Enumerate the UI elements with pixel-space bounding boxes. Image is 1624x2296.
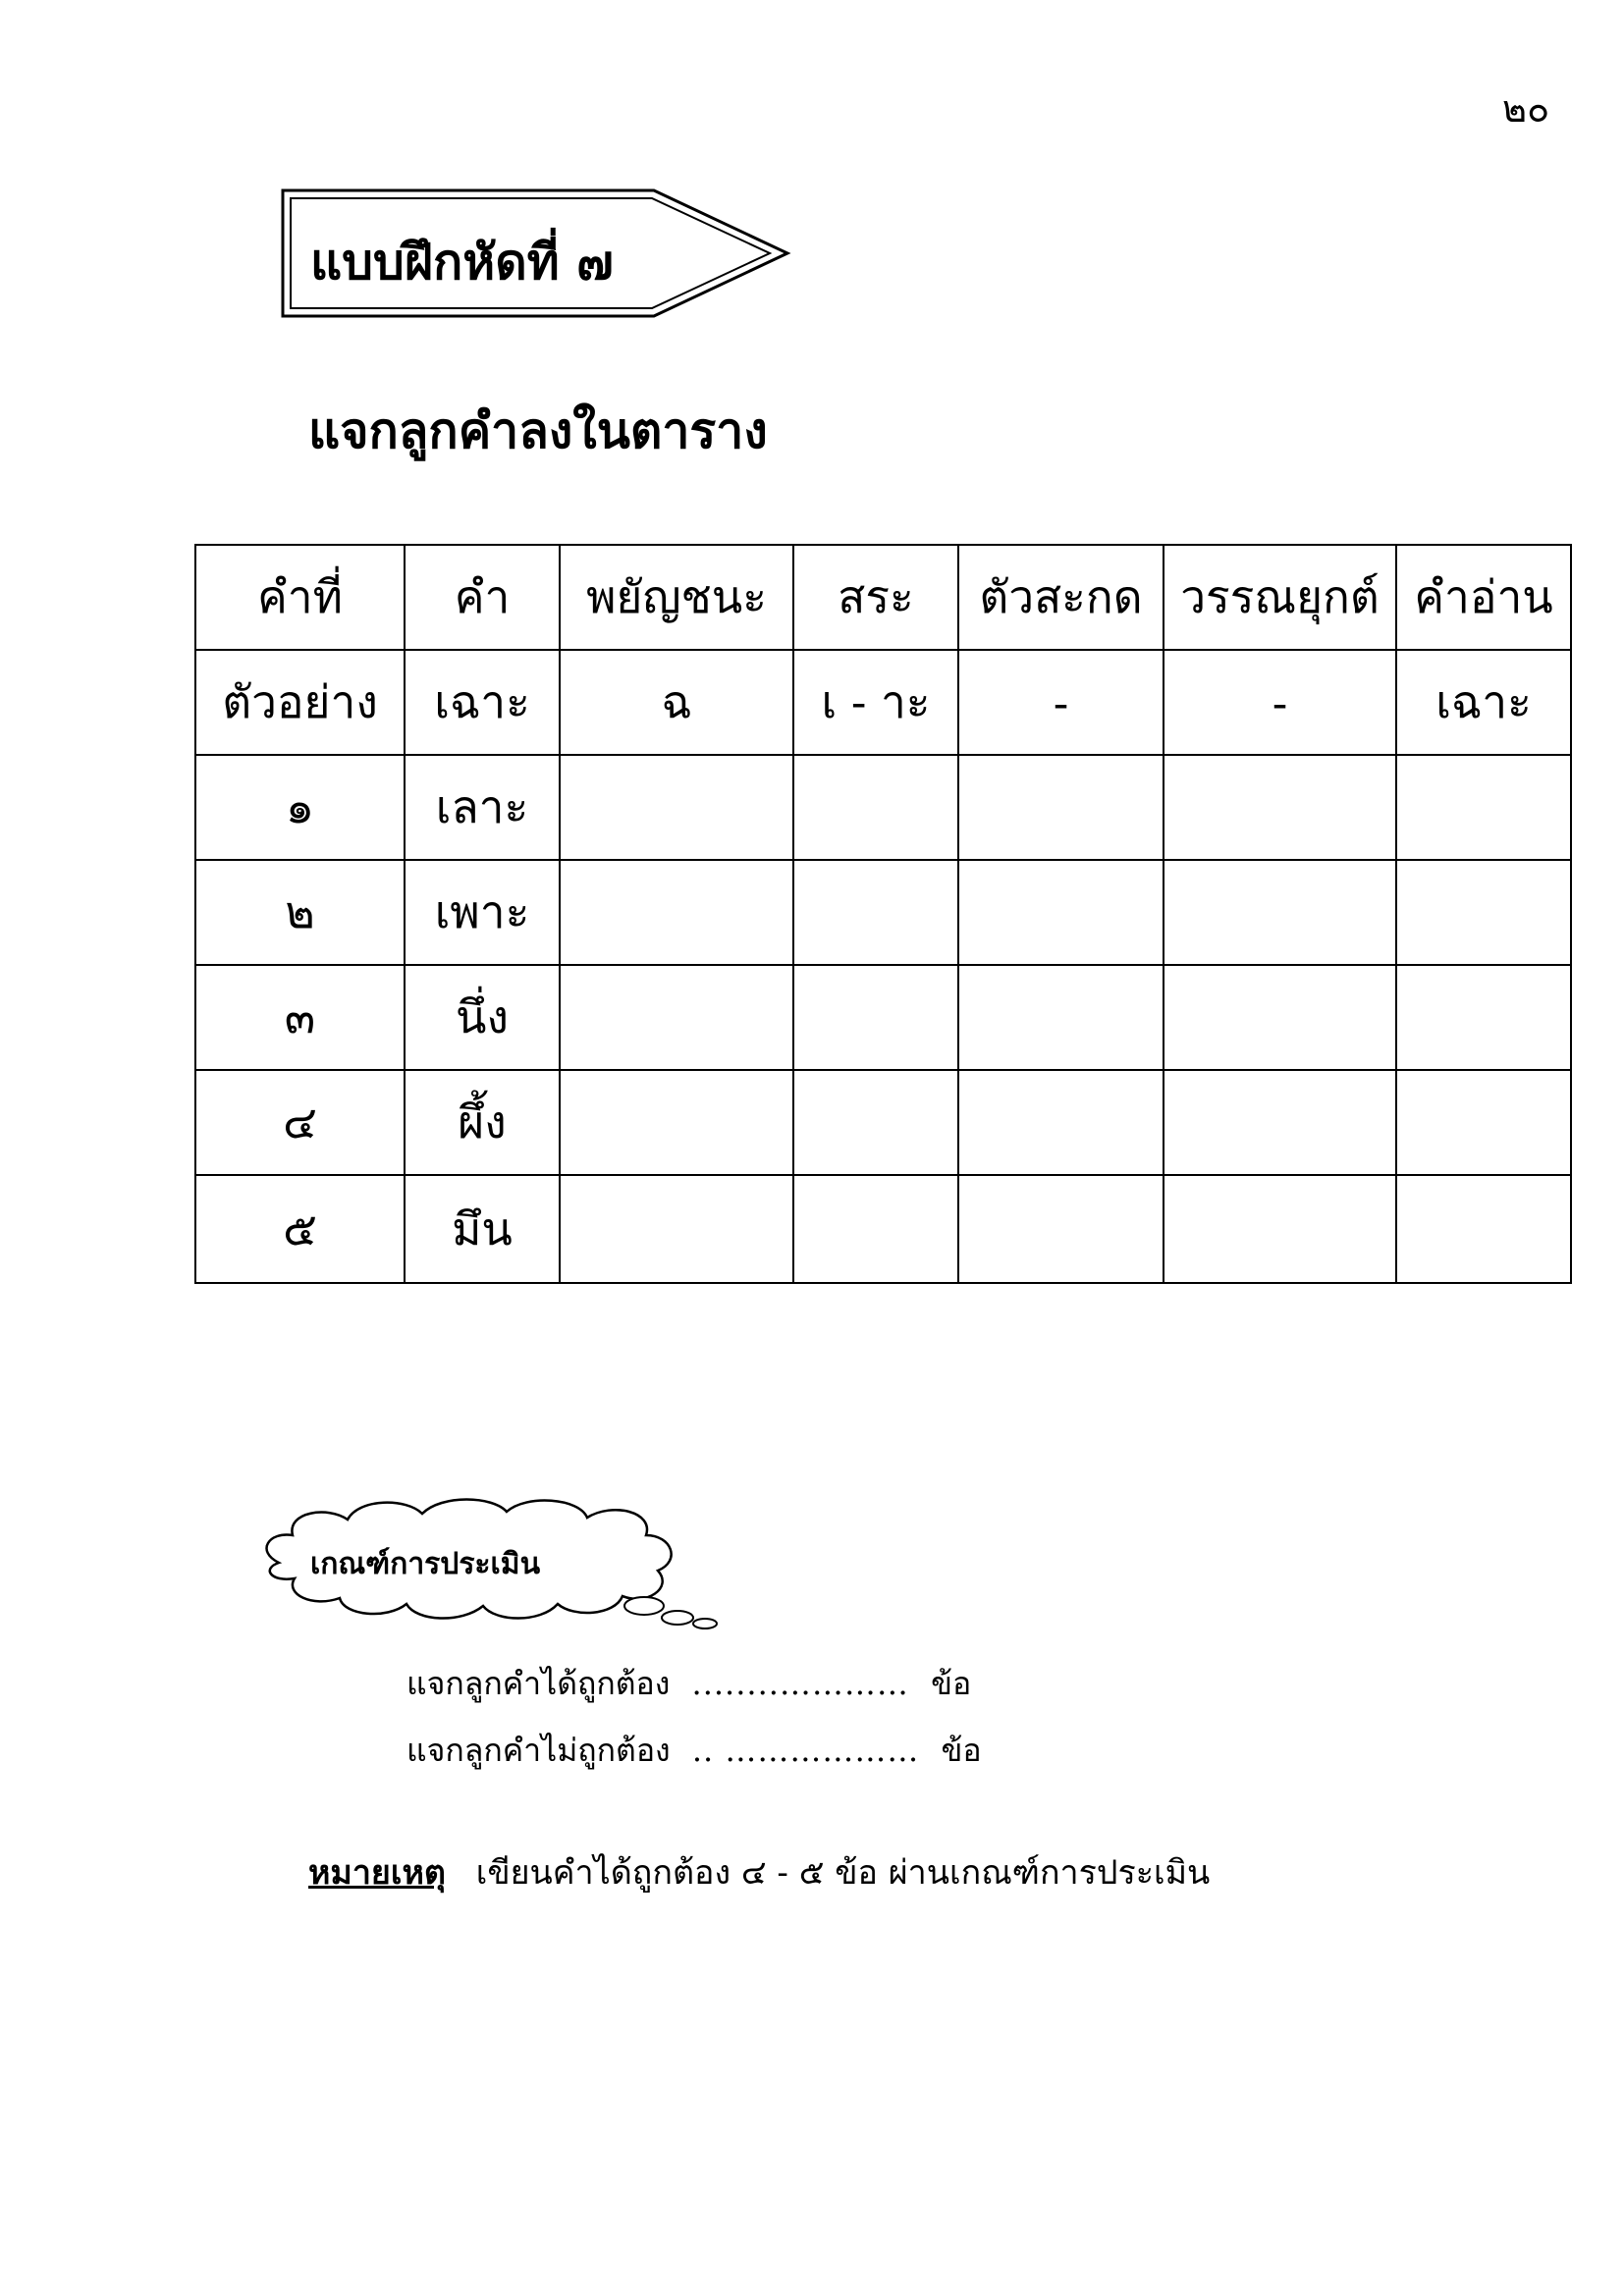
answer-cell[interactable] xyxy=(1164,860,1396,965)
criteria-cloud xyxy=(249,1492,725,1629)
answer-cell[interactable] xyxy=(1396,860,1571,965)
header-cell: สระ xyxy=(793,545,958,650)
correct-label: แจกลูกคำได้ถูกต้อง xyxy=(406,1665,671,1702)
answer-cell[interactable] xyxy=(1164,1070,1396,1175)
answer-cell[interactable] xyxy=(958,755,1164,860)
note-text: เขียนคำได้ถูกต้อง ๔ - ๕ ข้อ ผ่านเกณฑ์การประเมิน xyxy=(475,1853,1211,1893)
table-cell: - xyxy=(1164,650,1396,755)
worksheet-table xyxy=(194,544,1572,1284)
page-number: ๒๐ xyxy=(1502,87,1550,131)
answer-cell[interactable] xyxy=(793,860,958,965)
answer-cell[interactable] xyxy=(793,965,958,1070)
row-number: ๓ xyxy=(195,965,405,1070)
note-label: หมายเหตุ xyxy=(308,1853,446,1893)
exercise-banner xyxy=(281,188,791,318)
answer-cell[interactable] xyxy=(1164,1175,1396,1283)
table-cell: เฉาะ xyxy=(405,650,560,755)
table-cell: เฉาะ xyxy=(1396,650,1571,755)
table-cell: ตัวอย่าง xyxy=(195,650,405,755)
answer-cell[interactable] xyxy=(793,1175,958,1283)
row-number: ๒ xyxy=(195,860,405,965)
incorrect-blank[interactable]: .. ……………… xyxy=(691,1732,920,1769)
note-line xyxy=(308,1845,1210,1898)
correct-score-line xyxy=(406,1659,971,1709)
incorrect-score-line xyxy=(406,1726,982,1776)
answer-cell[interactable] xyxy=(958,860,1164,965)
table-row xyxy=(195,1070,1571,1175)
correct-blank[interactable]: ........………… xyxy=(691,1665,909,1702)
correct-unit: ข้อ xyxy=(931,1665,972,1702)
answer-cell[interactable] xyxy=(1396,1070,1571,1175)
answer-cell[interactable] xyxy=(560,965,793,1070)
table-header-row xyxy=(195,545,1571,650)
table-cell: เ - าะ xyxy=(793,650,958,755)
table-cell: ฉ xyxy=(560,650,793,755)
answer-cell[interactable] xyxy=(1164,965,1396,1070)
answer-cell[interactable] xyxy=(793,755,958,860)
answer-cell[interactable] xyxy=(958,1070,1164,1175)
header-cell: วรรณยุกต์ xyxy=(1164,545,1396,650)
row-number: ๑ xyxy=(195,755,405,860)
table-row xyxy=(195,965,1571,1070)
answer-cell[interactable] xyxy=(560,755,793,860)
row-word: นึ่ง xyxy=(405,965,560,1070)
incorrect-label: แจกลูกคำไม่ถูกต้อง xyxy=(406,1732,671,1769)
answer-cell[interactable] xyxy=(560,1070,793,1175)
answer-cell[interactable] xyxy=(560,1175,793,1283)
answer-cell[interactable] xyxy=(793,1070,958,1175)
header-cell: คำ xyxy=(405,545,560,650)
row-word: เพาะ xyxy=(405,860,560,965)
table-cell: - xyxy=(958,650,1164,755)
answer-cell[interactable] xyxy=(1396,755,1571,860)
answer-cell[interactable] xyxy=(958,965,1164,1070)
header-cell: คำที่ xyxy=(195,545,405,650)
example-row xyxy=(195,650,1571,755)
table-row xyxy=(195,1175,1571,1283)
row-number: ๔ xyxy=(195,1070,405,1175)
header-cell: พยัญชนะ xyxy=(560,545,793,650)
answer-cell[interactable] xyxy=(1396,1175,1571,1283)
criteria-title: เกณฑ์การประเมิน xyxy=(310,1547,541,1581)
row-number: ๕ xyxy=(195,1175,405,1283)
table-row xyxy=(195,755,1571,860)
answer-cell[interactable] xyxy=(560,860,793,965)
header-cell: ตัวสะกด xyxy=(958,545,1164,650)
answer-cell[interactable] xyxy=(958,1175,1164,1283)
header-cell: คำอ่าน xyxy=(1396,545,1571,650)
answer-cell[interactable] xyxy=(1164,755,1396,860)
row-word: มึน xyxy=(405,1175,560,1283)
row-word: เลาะ xyxy=(405,755,560,860)
table-row xyxy=(195,860,1571,965)
instruction-heading: แจกลูกคำลงในตาราง xyxy=(308,401,768,459)
answer-cell[interactable] xyxy=(1396,965,1571,1070)
incorrect-unit: ข้อ xyxy=(941,1732,982,1769)
row-word: ผึ้ง xyxy=(405,1070,560,1175)
exercise-title: แบบฝึกหัดที่ ๗ xyxy=(310,233,614,291)
